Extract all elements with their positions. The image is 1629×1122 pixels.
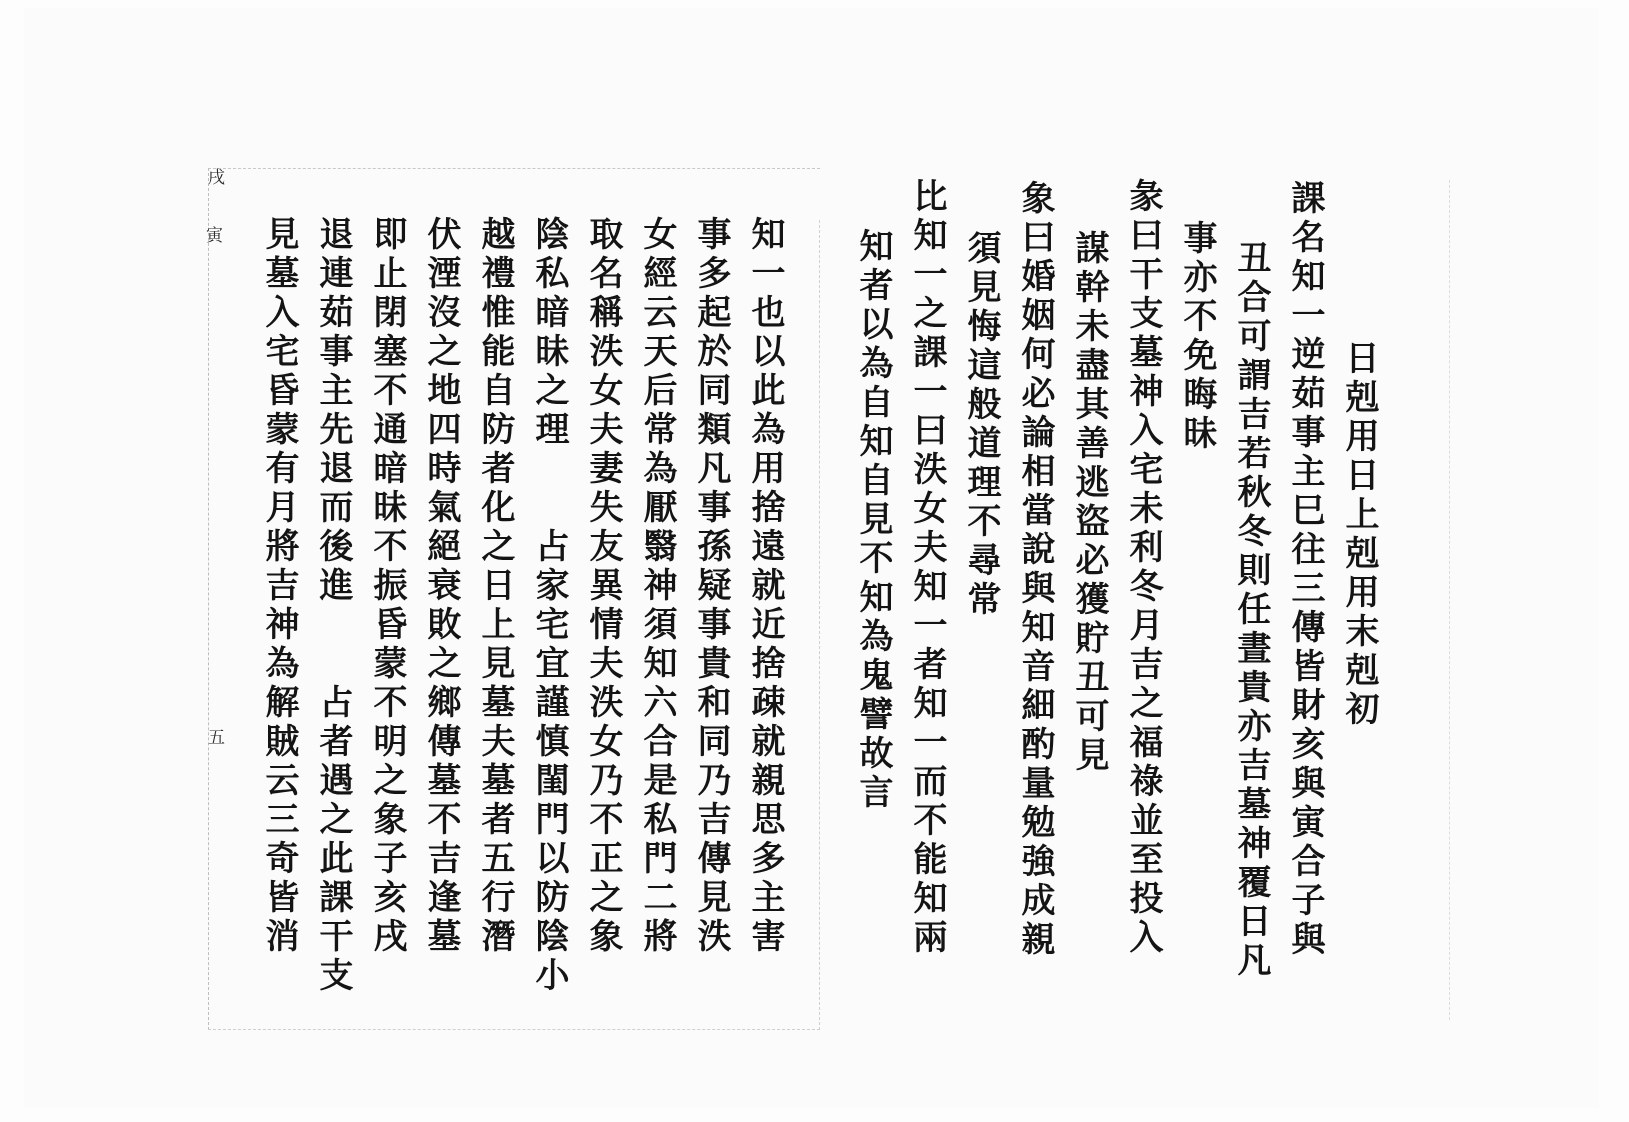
right-leaf <box>853 140 1450 1020</box>
text-column: 陰私暗昧之理 占家宅宜謹慎閨門以防陰小 <box>529 216 569 996</box>
leaf-border <box>208 168 209 1030</box>
text-column: 知一也以此為用捨遠就近捨疎就親思多主害 <box>745 216 785 957</box>
text-column: 彖曰干支墓神入宅未利冬月吉之福祿並至投入 <box>1123 178 1163 958</box>
text-column: 象曰婚姻何必論相當說與知音細酌量勉強成親 <box>1015 180 1055 960</box>
leaf-border <box>208 168 820 169</box>
text-column: 見墓入宅昏蒙有月將吉神為解賊云三奇皆消 <box>259 216 299 957</box>
text-column: 取名稱泆女夫妻失友異情夫泆女乃不正之象 <box>583 216 623 957</box>
text-column: 丑合可謂吉若秋冬則任晝貴亦吉墓神覆日凡 <box>1231 240 1271 981</box>
text-column: 知者以為自知自見不知為鬼譬故言 <box>853 228 893 813</box>
text-column: 即止閉塞不通暗昧不振昏蒙不明之象子亥戌 <box>367 216 407 957</box>
margin-note: 戌 <box>204 168 224 185</box>
text-column: 女經云天后常為厭翳神須知六合是私門二將 <box>637 216 677 957</box>
text-column: 比知一之課一曰泆女夫知一者知一而不能知兩 <box>907 178 947 958</box>
leaf-border <box>1449 180 1450 1020</box>
text-column: 須見悔這般道理不尋常 <box>961 230 1001 620</box>
text-column: 事亦不免晦昧 <box>1177 220 1217 454</box>
text-column: 課名知一逆茹事主巳往三傳皆財亥與寅合子與 <box>1285 180 1325 960</box>
left-leaf <box>202 168 820 1030</box>
leaf-border <box>819 220 820 1030</box>
leaf-border <box>208 1029 820 1030</box>
text-column: 事多起於同類凡事孫疑事貴和同乃吉傳見泆 <box>691 216 731 957</box>
page-number: 五 <box>204 728 224 745</box>
text-column: 日剋用日上剋用末剋初 <box>1339 340 1379 730</box>
text-column: 越禮惟能自防者化之日上見墓夫墓者五行潛 <box>475 216 515 957</box>
text-column: 謀幹未盡其善逃盜必獲貯丑可見 <box>1069 230 1109 776</box>
text-column: 伏湮沒之地四時氣絕衰敗之鄉傳墓不吉逢墓 <box>421 216 461 957</box>
text-column: 退連茹事主先退而後進 占者遇之此課干支 <box>313 216 353 996</box>
margin-note: 寅 <box>202 226 222 243</box>
